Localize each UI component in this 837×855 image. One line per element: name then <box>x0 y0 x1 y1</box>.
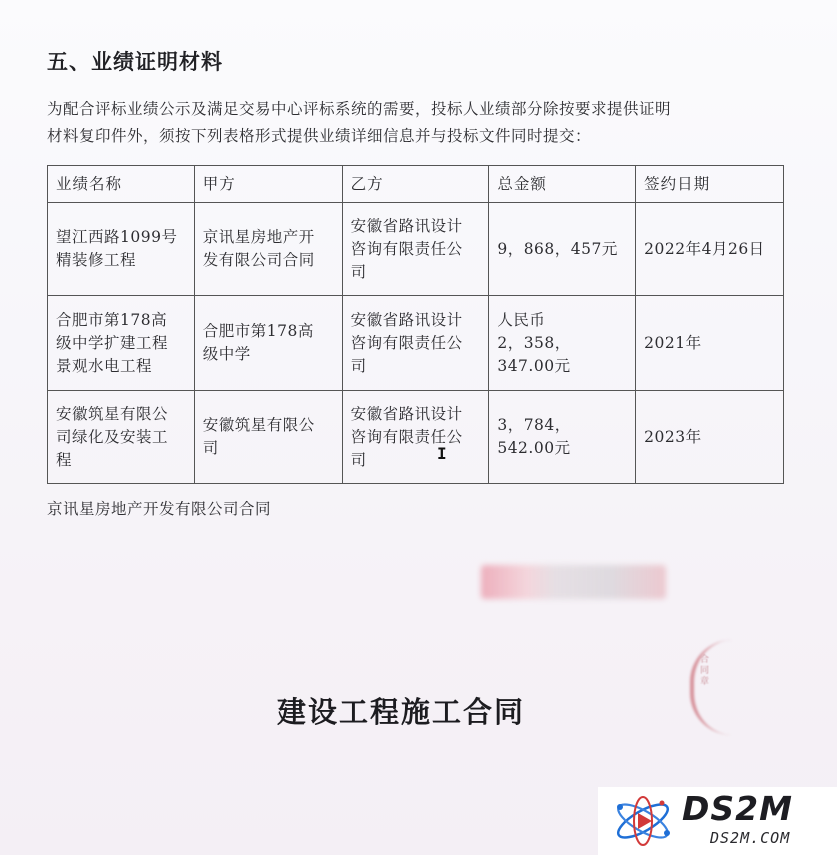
cell-text: 合肥市第178高 级中学 <box>202 322 314 363</box>
cell-text: 2021年 <box>644 333 702 352</box>
atom-logo-icon <box>612 793 674 849</box>
watermark-title: DS2M <box>682 789 793 828</box>
blurred-stamp <box>481 565 666 599</box>
cell-text: 京讯星房地产开 发有限公司合同 <box>202 228 315 269</box>
cell-text: 9，868，457元 <box>497 239 618 258</box>
table-row <box>48 391 784 484</box>
footnote-caption: 京讯星房地产开发有限公司合同 <box>47 500 272 518</box>
table-row <box>48 296 784 391</box>
cell-party-a <box>194 391 342 484</box>
cell-party-b <box>342 391 489 484</box>
cell-amount <box>489 203 636 296</box>
cell-text: 合肥市第178高 级中学扩建工程 景观水电工程 <box>56 310 169 375</box>
cell-text: 望江西路1099号 精装修工程 <box>56 228 178 269</box>
contract-title: 建设工程施工合同 <box>277 695 526 729</box>
cell-text: 安徽省路讯设计 咨询有限责任公 司 <box>350 216 463 281</box>
intro-paragraph <box>47 96 792 150</box>
cell-date <box>636 391 784 484</box>
cell-text: 人民币 2，358，347.00元 <box>497 310 571 375</box>
cell-date <box>636 296 784 391</box>
cell-text: 2023年 <box>644 427 702 446</box>
header-project-name: 业绩名称 <box>48 166 195 203</box>
intro-line-2: 材料复印件外，须按下列表格形式提供业绩详细信息并与投标文件同时提交： <box>47 127 592 145</box>
cell-project-name <box>48 391 195 484</box>
watermark-badge <box>598 787 837 855</box>
intro-line-1: 为配合评标业绩公示及满足交易中心评标系统的需要，投标人业绩部分除按要求提供证明 <box>47 100 672 118</box>
header-sign-date: 签约日期 <box>636 166 784 203</box>
header-total-amount: 总金额 <box>489 166 636 203</box>
cell-party-a <box>194 296 342 391</box>
cell-text: 安徽筑星有限公 司绿化及安装工 程 <box>56 404 169 469</box>
section-heading: 五、业绩证明材料 <box>47 50 223 74</box>
table-header-row <box>48 166 784 203</box>
cell-party-b <box>342 296 489 391</box>
cell-project-name <box>48 203 195 296</box>
cell-text: 安徽省路讯设计 咨询有限责任公 司 <box>350 310 463 375</box>
watermark-url: DS2M.COM <box>710 829 791 847</box>
cell-party-a <box>194 203 342 296</box>
seal-edge-text: 合同章 <box>700 655 710 687</box>
cell-date <box>636 203 784 296</box>
cell-text: 安徽筑星有限公 司 <box>202 416 315 457</box>
cell-project-name <box>48 296 195 391</box>
performance-table <box>47 165 784 484</box>
cell-party-b <box>342 203 489 296</box>
text-cursor-icon: I <box>437 444 447 463</box>
cell-amount <box>489 391 636 484</box>
cell-amount <box>489 296 636 391</box>
seal-edge <box>690 640 732 735</box>
cell-text: 3，784，542.00元 <box>497 416 571 457</box>
header-party-a: 甲方 <box>194 166 342 203</box>
header-party-b: 乙方 <box>342 166 489 203</box>
table-row <box>48 203 784 296</box>
cell-text: 2022年4月26日 <box>644 239 765 258</box>
cell-text: 安徽省路讯设计 咨询有限责任公 司 <box>350 404 463 469</box>
